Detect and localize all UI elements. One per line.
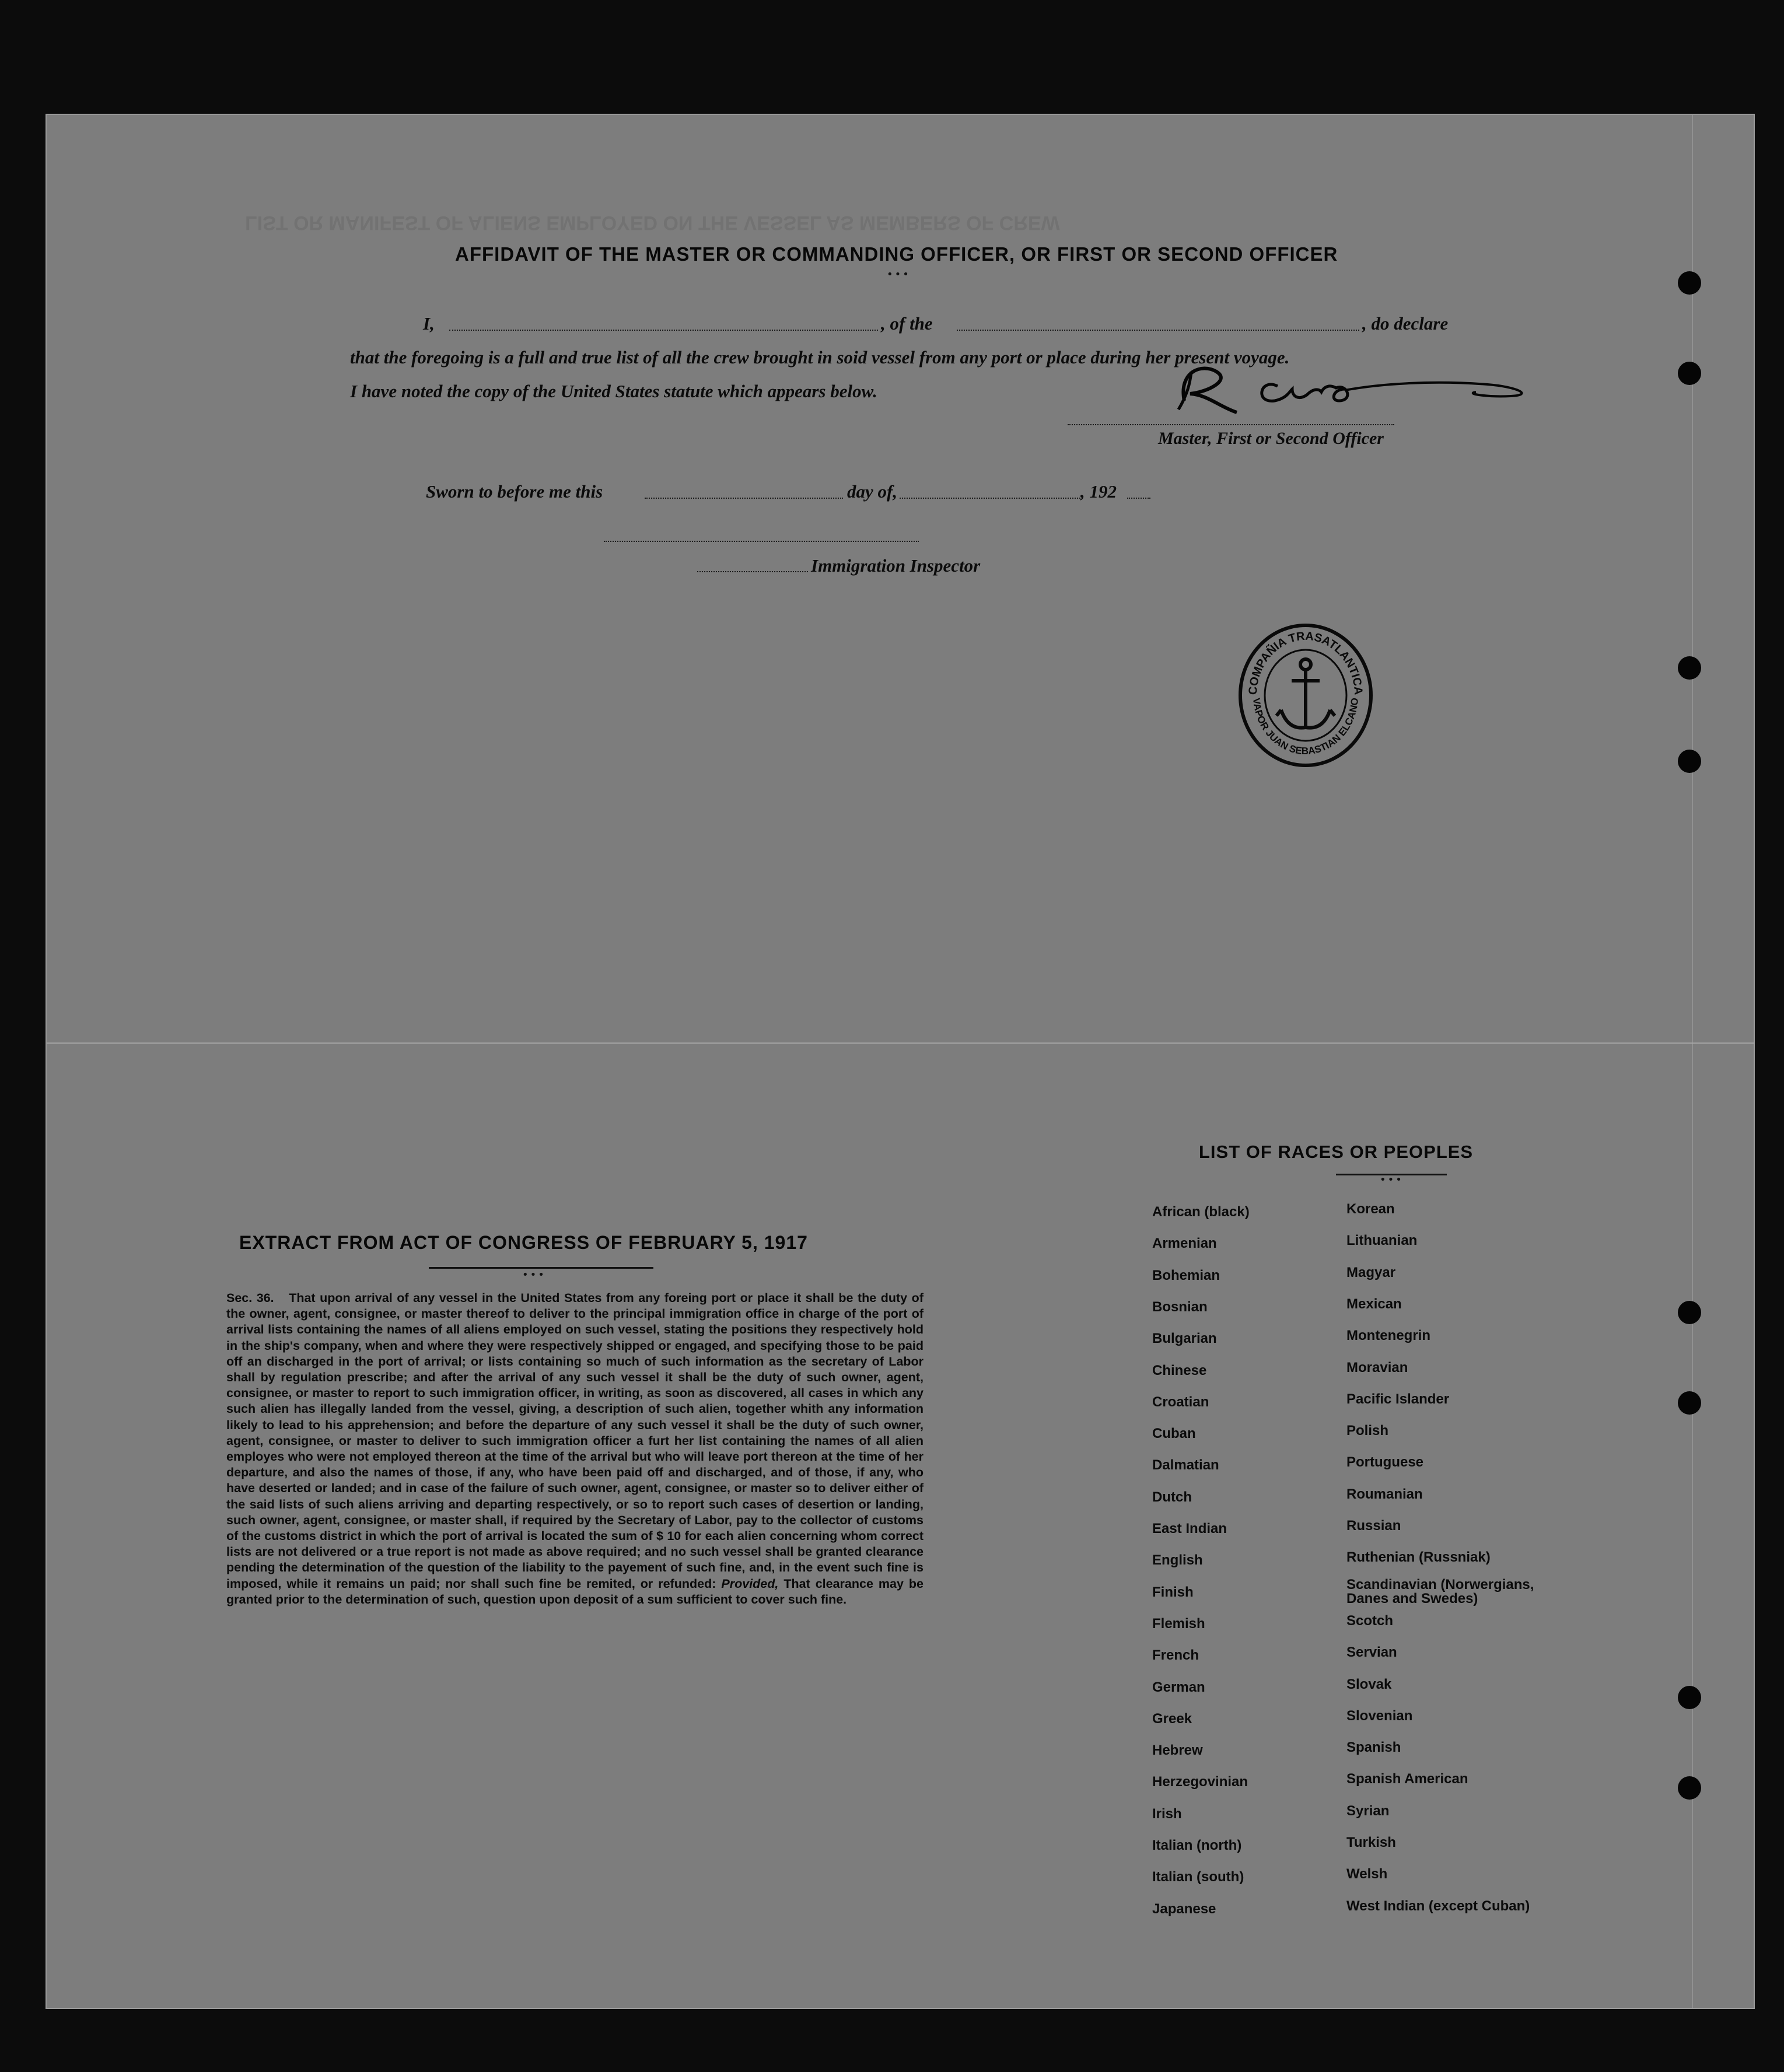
race-item: Finish	[1152, 1584, 1194, 1600]
punch-hole	[1678, 362, 1701, 385]
race-item: Korean	[1346, 1201, 1395, 1217]
race-item: Italian (south)	[1152, 1869, 1244, 1885]
race-item: Servian	[1346, 1644, 1397, 1661]
race-item: English	[1152, 1552, 1203, 1569]
extract-text-end: That clearance may be granted prior to the determination of such, question upon deposit of a sum sufficient to cover such fine.	[226, 1576, 924, 1606]
inspector-signature-line	[604, 541, 919, 542]
punch-hole	[1678, 750, 1701, 773]
race-item: Mexican	[1346, 1296, 1402, 1312]
bleedthrough-heading: LIST OR MANIFEST OF ALIENS EMPLOYED ON THE VESSEL AS MEMBERS OF CREW	[245, 212, 1060, 234]
signature-caption: Master, First or Second Officer	[1158, 429, 1384, 448]
race-item: Italian (north)	[1152, 1838, 1242, 1853]
race-item: Greek	[1152, 1710, 1192, 1727]
sworn-day-blank[interactable]	[645, 498, 843, 499]
race-item: Dalmatian	[1152, 1457, 1219, 1474]
races-title: LIST OF RACES OR PEOPLES	[1199, 1142, 1474, 1162]
sworn-year-label: , 192	[1080, 481, 1117, 502]
stamp-bottom-text: VAPOR JUAN SEBASTIAN ELCANO	[1251, 697, 1361, 757]
race-item: Roumanian	[1346, 1486, 1423, 1502]
race-item: Bohemian	[1152, 1267, 1220, 1283]
punch-hole	[1678, 1776, 1701, 1800]
affiant-name-blank[interactable]	[449, 330, 878, 331]
race-item: Scotch	[1346, 1612, 1394, 1629]
race-item: Dutch	[1152, 1489, 1192, 1505]
company-stamp	[1236, 622, 1376, 768]
punch-hole	[1678, 656, 1701, 680]
signature-line	[1068, 424, 1394, 425]
race-item: Russian	[1346, 1518, 1401, 1534]
race-item: Slovenian	[1346, 1707, 1413, 1724]
inspector-caption: Immigration Inspector	[811, 555, 981, 576]
provided-word: Provided,	[721, 1576, 779, 1591]
race-item: Chinese	[1152, 1362, 1207, 1378]
punch-hole	[1678, 1686, 1701, 1709]
race-item: Turkish	[1346, 1835, 1396, 1850]
sworn-label: Sworn to before me this	[426, 481, 603, 502]
stamp-top-text: COMPAÑIA TRASATLANTICA	[1246, 629, 1365, 695]
race-item: Cuban	[1152, 1426, 1196, 1442]
affidavit-statute-text: I have noted the copy of the United States statute which appears below.	[350, 381, 877, 401]
section-label: Sec. 36.	[226, 1291, 274, 1305]
extract-ornament: •••	[522, 1269, 546, 1281]
race-item: Bosnian	[1152, 1298, 1208, 1315]
race-item: Polish	[1346, 1423, 1389, 1439]
race-item: Pacific Islander	[1346, 1391, 1450, 1407]
sworn-year-blank[interactable]	[1127, 498, 1150, 499]
race-item: African (black)	[1152, 1204, 1250, 1220]
extract-title: EXTRACT FROM ACT OF CONGRESS OF FEBRUARY 5, 1917	[239, 1232, 808, 1253]
fold-line	[47, 1042, 1754, 1044]
race-item: Croatian	[1152, 1394, 1209, 1410]
master-signature	[1161, 360, 1569, 424]
race-item: French	[1152, 1647, 1199, 1664]
race-item: Welsh	[1346, 1866, 1388, 1882]
sworn-month-blank[interactable]	[900, 498, 1080, 499]
race-item: Moravian	[1346, 1359, 1408, 1376]
punch-hole	[1678, 1391, 1701, 1415]
race-item: Spanish	[1346, 1740, 1401, 1756]
punch-hole	[1678, 271, 1701, 295]
race-item: Bulgarian	[1152, 1331, 1217, 1347]
race-item: Hebrew	[1152, 1742, 1203, 1759]
punch-hole	[1678, 1301, 1701, 1324]
race-item: Scandinavian (Norwergians, Danes and Swedes)	[1346, 1576, 1534, 1606]
extract-text-main: That upon arrival of any vessel in the United States from any foreing port or place it shall be the duty of the owner, agent, consignee, or master thereof to deliver to the principal immigration office in charge of the port of arrival lists containing the names of all aliens employed on such vessel, stating the positions they respectively hold in the ship's company, when and where they were respectively shipped or engaged, and specifying those to be paid off an discharged in the port of arrival; or lists containing so much of such information as the secretary of Labor shall by regulation prescribe; and after the arrival of any such vessel it shall be the duty of such owner, agent, consignee, or master to report to such immigration officer, in writing, as soon as discovered, all cases in which any such alien has illegally landed from the vessel, giving, a description of such alien, together whith any information likely to lead to his apprehension; and before the departure of any such vessel it shall be the duty of such owner, agent, consignee, or master to deliver to such immigration officer a furt her list containing the names of all alien employes who were not employed thereon at the time of the arrival but who will leave port thereon at the time of her departure, and also the names of those, if any, who have been paid off and discharged, and of those, if any, who have deserted or landed; and in case of the failure of such owner, agent, consignee, or master so to deliver either of the said lists of such aliens arriving and departing respectively, or so to report such cases of desertion or landing, such owner, agent, consignee, or master shall, if required by the Secretary of Labor, pay to the collector of customs of the customs district in which the port of arrival is located the sum of $ 10 for each alien concerning whom correct lists are not delivered or a true report is not made as above required; and no such vessel shall be granted clearance pending the determination of the question of the liability to the payement of such fine, and, in the event such fine is imposed, while it remains un paid; nor shall such fine be remited, or refunded:	[226, 1291, 924, 1591]
vessel-name-blank[interactable]	[957, 330, 1359, 331]
race-item: Lithuanian	[1346, 1233, 1418, 1249]
affidavit-i-label: I,	[423, 313, 435, 334]
race-item: Montenegrin	[1346, 1328, 1430, 1344]
extract-body	[226, 1290, 924, 1608]
race-item: Slovak	[1346, 1676, 1392, 1692]
race-item: Magyar	[1346, 1264, 1396, 1280]
race-item: Syrian	[1346, 1803, 1390, 1819]
race-item: Armenian	[1152, 1236, 1217, 1252]
race-item: Spanish American	[1346, 1771, 1468, 1787]
race-item: Flemish	[1152, 1615, 1205, 1632]
affidavit-of-the-label: , of the	[881, 313, 933, 334]
races-ornament: •••	[1380, 1174, 1404, 1186]
race-item: Ruthenian (Russniak)	[1346, 1549, 1491, 1566]
fold-line-vertical	[1692, 115, 1693, 2008]
affidavit-declaration-text: that the foregoing is a full and true list of all the crew brought in soid vessel from any port or place during her present voyage.	[350, 347, 1290, 368]
race-item: West Indian (except Cuban)	[1346, 1898, 1530, 1914]
race-item: Herzegovinian	[1152, 1774, 1248, 1790]
sworn-day-of-label: day of,	[847, 481, 898, 502]
affidavit-title: AFFIDAVIT OF THE MASTER OR COMMANDING OFFICER, OR FIRST OR SECOND OFFICER	[455, 243, 1338, 265]
race-item: Irish	[1152, 1805, 1182, 1822]
title-ornament: •••	[887, 268, 911, 281]
race-item: German	[1152, 1679, 1205, 1695]
race-item: Portuguese	[1346, 1454, 1424, 1471]
race-item: Japanese	[1152, 1901, 1216, 1917]
race-item: East Indian	[1152, 1521, 1227, 1536]
manifest-page	[46, 114, 1755, 2009]
inspector-name-blank[interactable]	[697, 571, 808, 572]
anchor-icon	[1276, 659, 1335, 728]
affidavit-declare-label: , do declare	[1362, 313, 1449, 334]
